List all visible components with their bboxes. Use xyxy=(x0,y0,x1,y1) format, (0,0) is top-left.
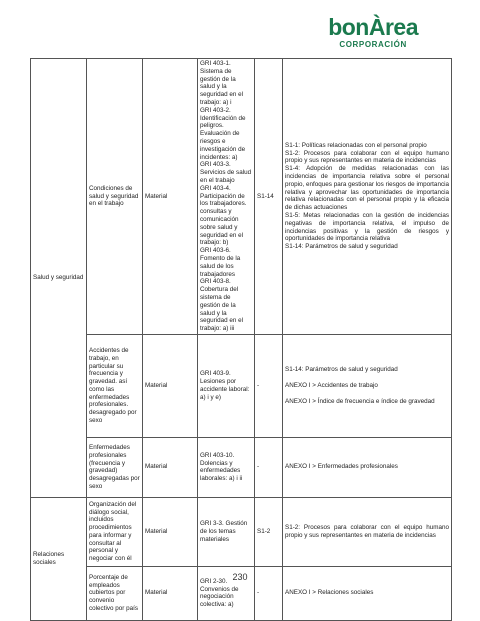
logo-wordmark: bonÀrea xyxy=(328,14,418,40)
code-cell: - xyxy=(255,566,283,620)
group-cell-salud: Salud y seguridad xyxy=(31,59,87,498)
gri-cell: GRI 3-3. Gestión de los temas materiales xyxy=(198,497,255,566)
table-row xyxy=(31,59,452,335)
code-cell: - xyxy=(255,334,283,437)
page-number: 230 xyxy=(232,572,248,582)
aspect-cell: Enfermedades profesionales (frecuencia y gravedad) desagregadas por sexo xyxy=(87,437,143,497)
table-row xyxy=(31,497,452,566)
aspect-cell: Accidentes de trabajo, en particular su frecuencia y gravedad. así como las enfermedades profesionales. desagregado por sexo xyxy=(87,334,143,437)
gri-cell: GRI 403-10. Dolencias y enfermedades laborales: a) i ii xyxy=(198,437,255,497)
notes-cell: S1-1: Políticas relacionadas con el personal propio S1-2: Procesos para colaborar con el equipo humano propio y sus representantes en materia de incidencias S1-4: Adopción de medidas relacionadas con las incidencias de importancia relativa sobre el personal propio, enfoques para gestionar los riesgos de importancia relativa y aprovechar las oportunidades de importancia relativa relacionadas con el personal propio y la eficacia de dichas actuaciones S1-5: Metas relacionadas con la gestión de incidencias negativas de importancia relativa, el impulso de incidencias positivas y la gestión de riesgos y oportunidades de importancia relativa S1-14: Parámetros de salud y seguridad xyxy=(283,59,452,335)
bonarea-logo xyxy=(328,16,418,49)
group-cell-relaciones: Relaciones sociales xyxy=(31,497,87,620)
notes-cell: ANEXO I > Relaciones sociales xyxy=(283,566,452,620)
logo-subtitle: CORPORACIÓN xyxy=(339,40,407,49)
notes-cell: S1-14: Parámetros de salud y seguridad ANEXO I > Accidentes de trabajo ANEXO I > Índice de frecuencia e índice de gravedad xyxy=(283,334,452,437)
aspect-cell: Condiciones de salud y seguridad en el trabajo xyxy=(87,59,143,335)
table-row xyxy=(31,437,452,497)
materiality-cell: Material xyxy=(143,437,198,497)
code-cell: S1-14 xyxy=(255,59,283,335)
code-cell: S1-2 xyxy=(255,497,283,566)
gri-cell: GRI 403-1. Sistema de gestión de la salud y la seguridad en el trabajo: a) i GRI 403-2. Identificación de peligros. Evaluación de riesgos e investigación de incidentes: a) GRI 403-3. Servicios de salud en el trabajo GRI 403-4. Participación de los trabajadores. consultas y comunicación sobre salud y seguridad en el trabajo: b) GRI 403-6. Fomento de la salud de los trabajadores GRI 403-8. Cobertura del sistema de gestión de la salud y la seguridad en el trabajo: a) iii xyxy=(198,59,255,335)
aspect-cell: Organización del diálogo social, incluidos procedimientos para informar y consultar al personal y negociar con él xyxy=(87,497,143,566)
notes-cell: S1-2: Procesos para colaborar con el equipo humano propio y sus representantes en materia de incidencias xyxy=(283,497,452,566)
gri-cell: GRI 2-30. Convenios de negociación colectiva: a) xyxy=(198,566,255,620)
materiality-cell: Material xyxy=(143,566,198,620)
table-row xyxy=(31,334,452,437)
materiality-cell: Material xyxy=(143,59,198,335)
gri-cell: GRI 403-9. Lesiones por accidente laboral: a) i y e) xyxy=(198,334,255,437)
aspect-cell: Porcentaje de empleados cubiertos por convenio colectivo por país xyxy=(87,566,143,620)
notes-cell: ANEXO I > Enfermedades profesionales xyxy=(283,437,452,497)
report-table xyxy=(30,58,452,621)
materiality-cell: Material xyxy=(143,334,198,437)
materiality-cell: Material xyxy=(143,497,198,566)
code-cell: - xyxy=(255,437,283,497)
